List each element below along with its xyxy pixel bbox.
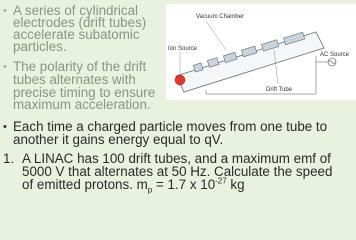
bullet-2-line-4: maximum acceleration. (13, 97, 151, 112)
bullet-marker: • (3, 61, 7, 73)
label-vacuum-chamber: Vacuum Chamber (196, 14, 244, 20)
label-ac-source: AC Source (320, 52, 350, 58)
problem-line-3: of emitted protons. $m_p = 1.7$ x $10^{-27}$ kg (22, 176, 245, 195)
leader-line (206, 21, 226, 50)
bullet-1-line-3: accelerate subatomic (13, 27, 140, 42)
linac-diagram (166, 4, 356, 100)
problem-line-1: A LINAC has 100 drift tubes, and a maximum emf of (22, 151, 331, 166)
ion-source (175, 75, 185, 85)
bullet-marker: • (3, 5, 7, 17)
bullet-3-line-1: Each time a charged particle moves from one tube to (13, 119, 328, 134)
bullet-2-line-2: tubes alternates with (13, 72, 136, 87)
vacuum-chamber (176, 32, 324, 92)
linac-diagram-svg (166, 4, 356, 100)
label-drift-tube: Drift Tube (266, 87, 293, 93)
bullet-1-line-1: A series of cylindrical (13, 3, 139, 18)
bullet-1-line-2: electrodes (drift tubes) (13, 15, 147, 30)
bullet-2-line-3: precise timing to ensure (13, 85, 156, 100)
problem-line-2: 5000 V that alternates at 50 Hz. Calculate the speed (22, 164, 333, 179)
bullet-3-line-2: another it gains energy equal to qV. (13, 132, 224, 147)
label-ion-source: Ion Source (168, 46, 198, 52)
bullet-marker: • (3, 121, 7, 133)
bullet-1-line-4: particles. (13, 39, 67, 54)
problem-number: 1. (3, 151, 15, 166)
bullet-2-line-1: The polarity of the drift (13, 59, 147, 74)
